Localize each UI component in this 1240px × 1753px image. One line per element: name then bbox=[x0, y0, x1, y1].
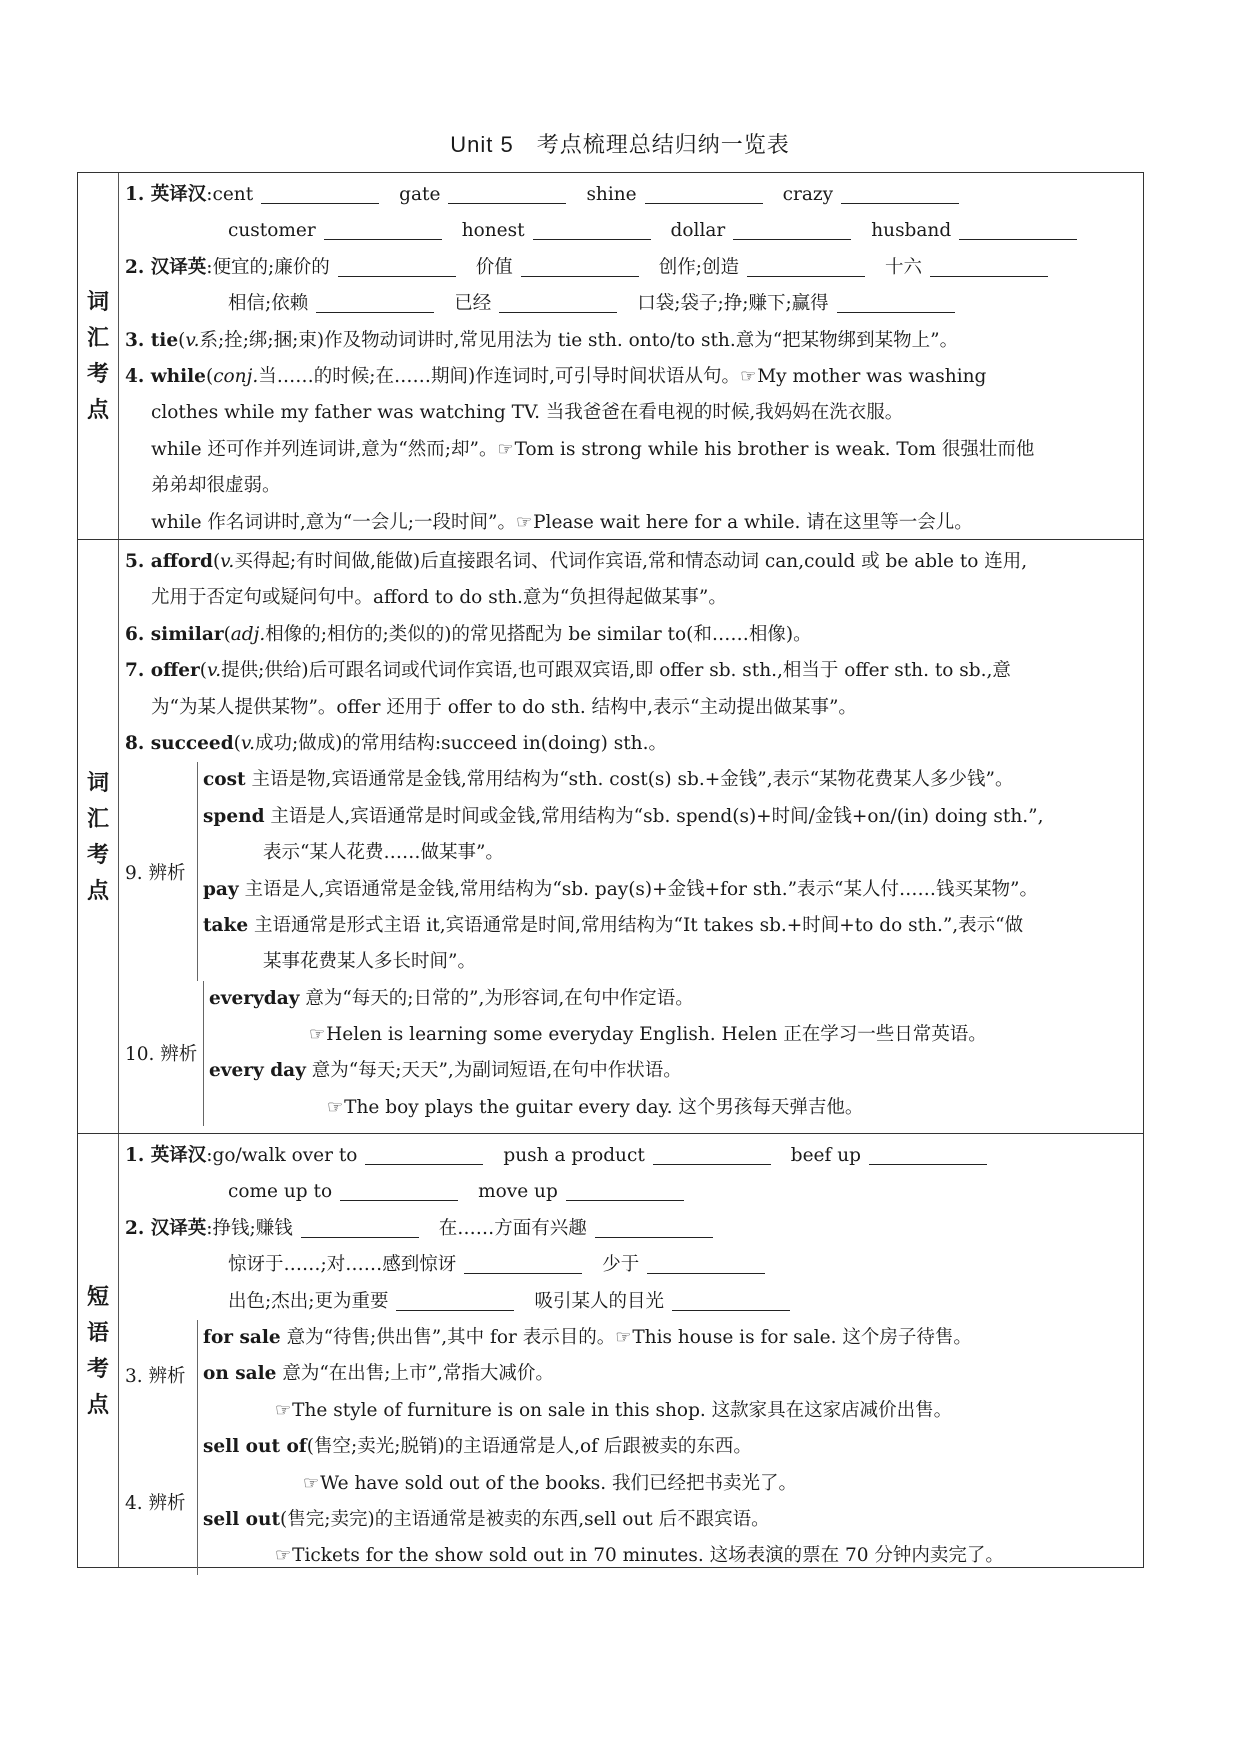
part-of-speech: v. bbox=[220, 551, 235, 572]
text: :go/walk over to bbox=[206, 1145, 358, 1166]
pointing-hand-icon: ☞ bbox=[740, 365, 757, 387]
comparison-group bbox=[125, 1320, 1137, 1429]
content-line bbox=[203, 1502, 1137, 1538]
content-line bbox=[209, 1017, 1137, 1053]
text: shine bbox=[586, 184, 637, 205]
answer-blank bbox=[521, 254, 639, 277]
answer-blank bbox=[365, 1142, 483, 1165]
content-line bbox=[125, 1284, 1137, 1320]
text: ( bbox=[212, 551, 221, 572]
keyword: 4. while bbox=[125, 365, 206, 387]
answer-blank bbox=[340, 1178, 458, 1201]
text: ( bbox=[199, 660, 208, 682]
answer-blank bbox=[324, 217, 442, 240]
section-label bbox=[78, 173, 119, 539]
text: The boy plays the guitar every day. 这个男孩每天弹吉他。 bbox=[344, 1096, 864, 1118]
group-label: 10. 辨析 bbox=[125, 1044, 198, 1066]
content-line bbox=[125, 395, 1137, 431]
content-line bbox=[125, 544, 1137, 580]
table-section bbox=[78, 539, 1143, 1133]
content-line bbox=[125, 468, 1137, 504]
section-label-char: 短 bbox=[86, 1283, 109, 1310]
content-line bbox=[125, 726, 1137, 762]
section-label-char: 语 bbox=[86, 1319, 109, 1346]
text: 成功;做成)的常用结构:succeed in(doing) sth.。 bbox=[254, 732, 667, 754]
summary-table bbox=[77, 172, 1144, 1568]
keyword: take bbox=[203, 914, 249, 936]
keyword: everyday bbox=[209, 987, 300, 1009]
text: We have sold out of the books. 我们已经把书卖光了。 bbox=[320, 1472, 797, 1494]
section-body bbox=[119, 1134, 1143, 1567]
text: :便宜的;廉价的 bbox=[206, 256, 330, 278]
answer-blank bbox=[930, 254, 1048, 277]
part-of-speech: adj. bbox=[230, 623, 266, 645]
content-line bbox=[125, 286, 1137, 322]
keyword: for sale bbox=[203, 1326, 281, 1348]
content-line bbox=[203, 799, 1137, 835]
group-bracket bbox=[197, 1429, 1137, 1575]
text: ( bbox=[233, 732, 241, 754]
comparison-group bbox=[125, 1429, 1137, 1575]
text: (售完;卖完)的主语通常是被卖的东西,sell out 后不跟宾语。 bbox=[280, 1508, 770, 1530]
section-label-char: 汇 bbox=[86, 325, 109, 351]
part-of-speech: v. bbox=[207, 660, 222, 682]
text: 为“为某人提供某物”。offer 还用于 offer to do sth. 结构中,表示“主动提出做某事”。 bbox=[151, 696, 857, 718]
keyword: pay bbox=[203, 878, 239, 900]
text: 相像的;相仿的;类似的)的常见搭配为 be similar to(和……相像)。 bbox=[265, 623, 812, 645]
text: Please wait here for a while. 请在这里等一会儿。 bbox=[533, 511, 973, 533]
text: 惊讶于……;对……感到惊讶 bbox=[228, 1254, 457, 1276]
pointing-hand-icon: ☞ bbox=[275, 1545, 292, 1567]
keyword: 1. 英译汉 bbox=[125, 1145, 207, 1166]
section-body bbox=[119, 540, 1143, 1133]
answer-blank bbox=[869, 1142, 987, 1165]
keyword: every day bbox=[209, 1060, 306, 1082]
text: 意为“在出售;上市”,常指大减价。 bbox=[276, 1363, 554, 1385]
text: 出色;杰出;更为重要 bbox=[228, 1290, 389, 1312]
keyword: cost bbox=[203, 769, 246, 791]
text: 意为“每天的;日常的”,为形容词,在句中作定语。 bbox=[299, 987, 694, 1009]
keyword: 6. similar bbox=[125, 623, 224, 645]
text: :挣钱;赚钱 bbox=[206, 1217, 293, 1239]
pointing-hand-icon: ☞ bbox=[303, 1472, 320, 1494]
text: customer bbox=[228, 220, 316, 242]
section-label-char: 点 bbox=[86, 1391, 109, 1418]
section-label-char: 汇 bbox=[86, 805, 109, 832]
answer-blank bbox=[837, 290, 955, 313]
text: Helen is learning some everyday English. Helen 正在学习一些日常英语。 bbox=[326, 1024, 987, 1046]
pointing-hand-icon: ☞ bbox=[309, 1024, 326, 1046]
answer-blank bbox=[533, 217, 651, 240]
text: 意为“每天;天天”,为副词短语,在句中作状语。 bbox=[305, 1060, 682, 1082]
text: This house is for sale. 这个房子待售。 bbox=[632, 1326, 972, 1348]
answer-blank bbox=[733, 217, 851, 240]
answer-blank bbox=[672, 1288, 790, 1311]
text: ( bbox=[205, 365, 214, 387]
section-body bbox=[119, 173, 1143, 539]
table-section bbox=[78, 173, 1143, 539]
answer-blank bbox=[566, 1178, 684, 1201]
keyword: sell out bbox=[203, 1508, 281, 1530]
text: 意为“待售;供出售”,其中 for 表示目的。 bbox=[280, 1326, 616, 1348]
keyword: on sale bbox=[203, 1363, 277, 1385]
section-label-char: 词 bbox=[86, 769, 109, 796]
keyword: 1. 英译汉 bbox=[125, 184, 207, 205]
keyword: 2. 汉译英 bbox=[125, 1217, 207, 1239]
text: dollar bbox=[670, 220, 726, 242]
keyword: spend bbox=[203, 805, 265, 827]
text: push a product bbox=[503, 1145, 645, 1166]
answer-blank bbox=[338, 254, 456, 277]
text: 买得起;有时间做,能做)后直接跟名词、代词作宾语,常和情态动词 can,could 或 be able to 连用, bbox=[234, 551, 1028, 572]
content-line bbox=[209, 1090, 1137, 1126]
content-line bbox=[125, 1174, 1137, 1210]
content-line bbox=[125, 1211, 1137, 1247]
text: Tom is strong while his brother is weak. Tom 很强壮而他 bbox=[514, 438, 1035, 460]
content-line bbox=[125, 580, 1137, 616]
text: honest bbox=[461, 220, 525, 242]
pointing-hand-icon: ☞ bbox=[497, 438, 514, 460]
answer-blank bbox=[645, 181, 763, 204]
text: Tickets for the show sold out in 70 minutes. 这场表演的票在 70 分钟内卖完了。 bbox=[292, 1545, 1004, 1567]
answer-blank bbox=[653, 1142, 771, 1165]
pointing-hand-icon: ☞ bbox=[515, 511, 533, 533]
keyword: 2. 汉译英 bbox=[125, 256, 207, 278]
group-bracket bbox=[197, 762, 1137, 980]
content-line bbox=[125, 359, 1137, 395]
text: gate bbox=[399, 184, 441, 205]
answer-blank bbox=[301, 1215, 419, 1238]
text: 已经 bbox=[454, 293, 492, 315]
keyword: 8. succeed bbox=[125, 732, 234, 754]
keyword: 3. tie bbox=[125, 329, 179, 351]
answer-blank bbox=[959, 217, 1077, 240]
text: 系;拴;绑;捆;束)作及物动词讲时,常见用法为 tie sth. onto/to sth.意为“把某物绑到某物上”。 bbox=[199, 329, 959, 351]
text: beef up bbox=[790, 1145, 861, 1166]
text: 创作;创造 bbox=[658, 256, 739, 278]
text: 当……的时候;在……期间)作连词时,可引导时间状语从句。 bbox=[258, 365, 741, 387]
answer-blank bbox=[747, 254, 865, 277]
text: 少于 bbox=[602, 1254, 640, 1276]
content-line bbox=[203, 1393, 1137, 1429]
pointing-hand-icon: ☞ bbox=[327, 1096, 344, 1118]
pointing-hand-icon: ☞ bbox=[615, 1326, 632, 1348]
text: 提供;供给)后可跟名词或代词作宾语,也可跟双宾语,即 offer sb. sth.,相当于 offer sth. to sb.,意 bbox=[221, 660, 1011, 682]
section-label bbox=[78, 1134, 119, 1567]
text: move up bbox=[478, 1181, 558, 1203]
group-label: 3. 辨析 bbox=[125, 1365, 186, 1387]
text: My mother was washing bbox=[757, 365, 987, 387]
text: (售空;卖光;脱销)的主语通常是人,of 后跟被卖的东西。 bbox=[306, 1436, 752, 1458]
answer-blank bbox=[499, 290, 617, 313]
text: 主语是人,宾语通常是时间或金钱,常用结构为“sb. spend(s)+时间/金钱+on/(in) doing sth.”, bbox=[264, 805, 1044, 827]
answer-blank bbox=[841, 181, 959, 204]
table-section bbox=[78, 1133, 1143, 1567]
content-line bbox=[203, 1429, 1137, 1465]
text: 弟弟却很虚弱。 bbox=[151, 475, 281, 497]
answer-blank bbox=[595, 1215, 713, 1238]
pointing-hand-icon: ☞ bbox=[275, 1399, 292, 1421]
content-line bbox=[203, 1538, 1137, 1574]
content-line bbox=[125, 653, 1137, 689]
text: 主语通常是形式主语 it,宾语通常是时间,常用结构为“It takes sb.+时间+to do sth.”,表示“做 bbox=[248, 914, 1024, 936]
text: 某事花费某人多长时间”。 bbox=[263, 951, 476, 973]
answer-blank bbox=[647, 1251, 765, 1274]
answer-blank bbox=[448, 181, 566, 204]
text: crazy bbox=[782, 184, 834, 205]
section-label bbox=[78, 540, 119, 1133]
comparison-group bbox=[125, 762, 1137, 980]
content-line bbox=[125, 177, 1137, 213]
section-label-char: 点 bbox=[86, 877, 109, 904]
content-line bbox=[125, 690, 1137, 726]
content-line bbox=[203, 944, 1137, 980]
text: 主语是物,宾语通常是金钱,常用结构为“sth. cost(s) sb.+金钱”,表示“某物花费某人多少钱”。 bbox=[245, 769, 1014, 791]
content-line bbox=[125, 1138, 1137, 1174]
group-label: 4. 辨析 bbox=[125, 1492, 186, 1514]
group-label: 9. 辨析 bbox=[125, 862, 186, 884]
text: 相信;依赖 bbox=[228, 293, 309, 315]
section-label-char: 考 bbox=[86, 361, 109, 387]
text: 十六 bbox=[884, 256, 922, 278]
content-line bbox=[203, 762, 1137, 798]
keyword: 7. offer bbox=[125, 660, 200, 682]
comparison-group bbox=[125, 981, 1137, 1127]
content-line bbox=[203, 835, 1137, 871]
content-line bbox=[125, 323, 1137, 359]
content-line bbox=[203, 1356, 1137, 1392]
answer-blank bbox=[261, 181, 379, 204]
page-title: Unit 5 考点梳理总结归纳一览表 bbox=[450, 132, 790, 157]
content-line bbox=[203, 872, 1137, 908]
content-line bbox=[209, 1053, 1137, 1089]
keyword: 5. afford bbox=[125, 551, 213, 572]
content-line bbox=[203, 908, 1137, 944]
text: clothes while my father was watching TV. 当我爸爸在看电视的时候,我妈妈在洗衣服。 bbox=[151, 402, 904, 424]
answer-blank bbox=[464, 1251, 582, 1274]
text: 在……方面有兴趣 bbox=[438, 1217, 587, 1239]
text: while 还可作并列连词讲,意为“然而;却”。 bbox=[151, 438, 498, 460]
content-line bbox=[125, 432, 1137, 468]
text: 尤用于否定句或疑问句中。afford to do sth.意为“负担得起做某事”。 bbox=[151, 587, 727, 609]
section-label-char: 点 bbox=[86, 397, 109, 423]
text: husband bbox=[871, 220, 952, 242]
text: 表示“某人花费……做某事”。 bbox=[263, 842, 504, 864]
text: 价值 bbox=[475, 256, 513, 278]
section-label-char: 考 bbox=[86, 841, 109, 868]
text: ( bbox=[223, 623, 231, 645]
text: The style of furniture is on sale in this shop. 这款家具在这家店减价出售。 bbox=[292, 1399, 953, 1421]
text: come up to bbox=[228, 1181, 333, 1203]
content-line bbox=[125, 1247, 1137, 1283]
content-line bbox=[125, 617, 1137, 653]
group-bracket bbox=[203, 981, 1137, 1127]
content-line bbox=[125, 505, 1137, 541]
text: :cent bbox=[206, 184, 254, 205]
content-line bbox=[125, 213, 1137, 249]
group-bracket bbox=[197, 1320, 1137, 1429]
part-of-speech: v. bbox=[185, 329, 200, 351]
text: while 作名词讲时,意为“一会儿;一段时间”。 bbox=[151, 511, 516, 533]
text: 主语是人,宾语通常是金钱,常用结构为“sb. pay(s)+金钱+for sth.”表示“某人付……钱买某物”。 bbox=[238, 878, 1038, 900]
part-of-speech: v. bbox=[240, 732, 255, 754]
answer-blank bbox=[316, 290, 434, 313]
answer-blank bbox=[396, 1288, 514, 1311]
content-line bbox=[209, 981, 1137, 1017]
text: 吸引某人的目光 bbox=[534, 1290, 664, 1312]
content-line bbox=[125, 250, 1137, 286]
section-label-char: 词 bbox=[86, 289, 109, 315]
text: 口袋;袋子;挣;赚下;赢得 bbox=[637, 293, 829, 315]
section-label-char: 考 bbox=[86, 1355, 109, 1382]
content-line bbox=[203, 1466, 1137, 1502]
content-line bbox=[203, 1320, 1137, 1356]
text: ( bbox=[178, 329, 186, 351]
keyword: sell out of bbox=[203, 1436, 307, 1458]
part-of-speech: conj. bbox=[213, 365, 259, 387]
